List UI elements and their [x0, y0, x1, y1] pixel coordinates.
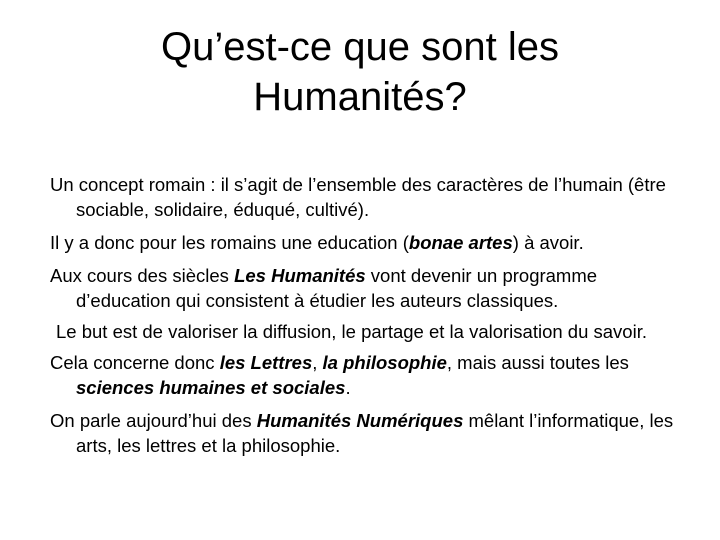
paragraph-but: Le but est de valoriser la diffusion, le partage et la valorisation du savoir.	[56, 321, 647, 342]
paragraph-text: Aux cours des siècles	[50, 265, 235, 286]
paragraph-humanites-numeriques	[50, 408, 690, 458]
emphasis-la-philosophie: la philosophie	[322, 352, 447, 373]
paragraph-text: Il y a donc pour les romains une education (	[50, 232, 409, 253]
slide-title-line-2: Humanités?	[253, 75, 467, 119]
emphasis-les-humanites: Les Humanités	[234, 265, 366, 286]
emphasis-sciences-humaines: sciences humaines et sociales	[76, 377, 346, 398]
emphasis-bonae-artes: bonae artes	[408, 232, 513, 253]
paragraph-text: On parle aujourd’hui des	[50, 410, 257, 431]
paragraph-text: mêlant l’informatique, les arts, les lettres et la philosophie.	[76, 410, 674, 456]
paragraph-text: .	[345, 377, 351, 398]
paragraph-bonae-artes	[50, 230, 690, 255]
slide-title	[0, 22, 720, 122]
paragraph-text: vont devenir un programme d’education qui consistent à étudier les auteurs classiques.	[76, 265, 598, 311]
paragraph-humanites-programme	[50, 263, 690, 313]
paragraph-text: ) à avoir.	[512, 232, 584, 253]
paragraph-text: , mais aussi toutes les	[446, 352, 629, 373]
paragraph-lettres-philosophie	[50, 350, 690, 400]
paragraph-roman-concept: Un concept romain : il s’agit de l’ensemble des caractères de l’humain (être sociable, solidaire, éduqué, cultivé).	[50, 174, 666, 220]
slide-title-line-1: Qu’est-ce que sont les	[161, 25, 559, 69]
paragraph-text: ,	[312, 352, 323, 373]
slide-body	[50, 172, 690, 466]
emphasis-les-lettres: les Lettres	[219, 352, 313, 373]
emphasis-humanites-numeriques: Humanités Numériques	[256, 410, 464, 431]
paragraph-text: Cela concerne donc	[50, 352, 220, 373]
